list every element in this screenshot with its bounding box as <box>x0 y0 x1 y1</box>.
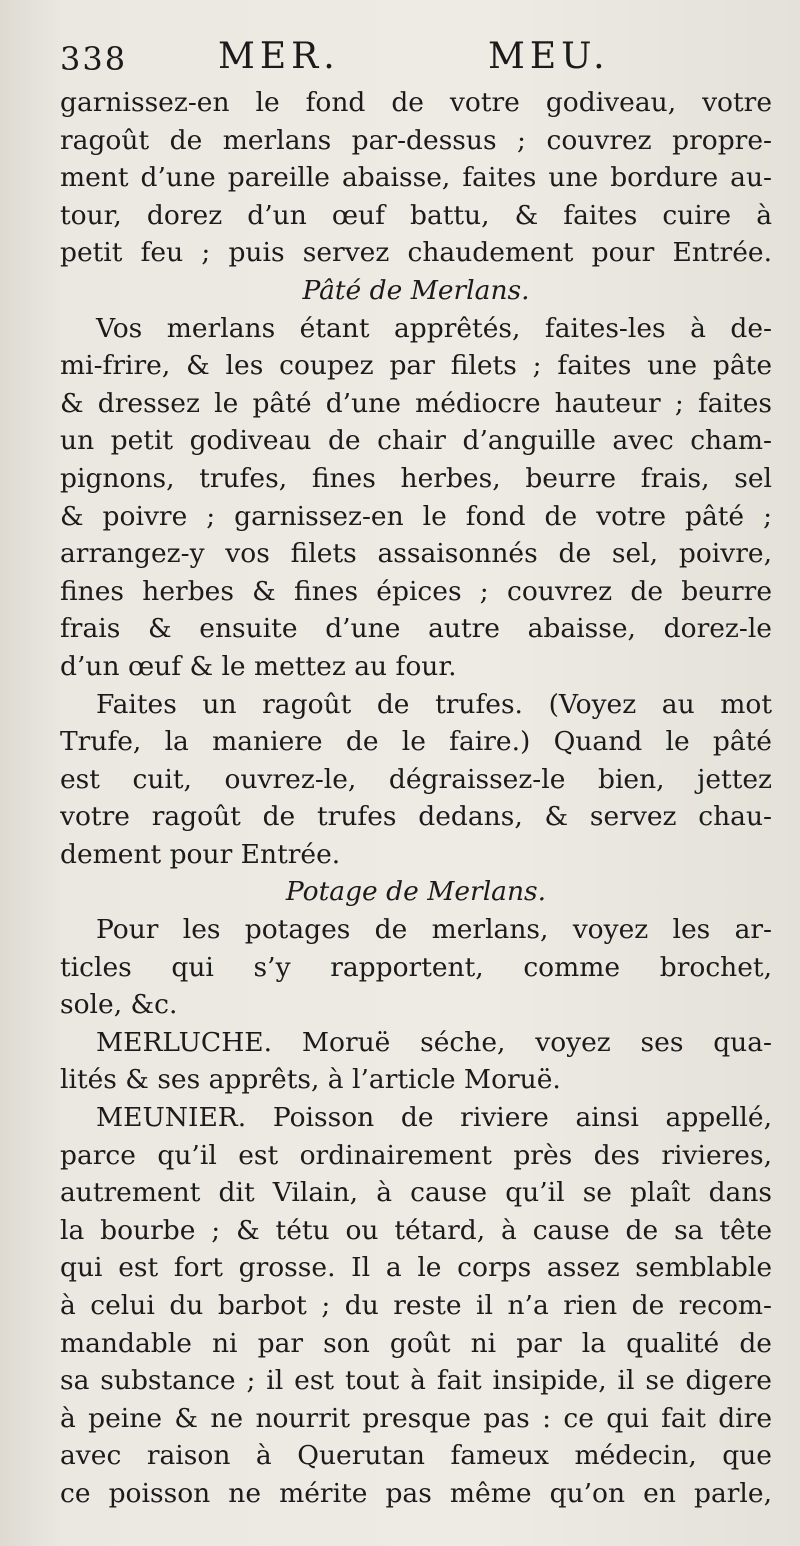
text-line-content: d’un œuf & le mettez au four. <box>60 650 457 682</box>
text-line <box>60 310 772 348</box>
text-line <box>60 535 772 573</box>
text-line <box>60 686 772 724</box>
text-line-content: à peine & ne nourrit presque pas : ce qui fait dire <box>60 1402 772 1434</box>
text-line-content: Faites un ragoût de trufes. (Voyez au mot <box>96 688 772 720</box>
text-line-content: lités & ses apprêts, à l’article Moruë. <box>60 1064 561 1096</box>
text-line <box>60 1325 772 1363</box>
text-line-content: sole, &c. <box>60 989 178 1021</box>
text-line <box>60 723 772 761</box>
text-line <box>60 1212 772 1250</box>
text-line-content: Trufe, la maniere de le faire.) Quand le pâté <box>60 726 772 758</box>
text-line-content: MERLUCHE. Moruë séche, voyez ses qua- <box>96 1026 772 1058</box>
page-number: 338 <box>60 40 128 78</box>
text-line <box>60 1174 772 1212</box>
text-line-content: tour, dorez d’un œuf battu, & faites cuire à <box>60 199 772 231</box>
text-line-content: un petit godiveau de chair d’anguille avec cham- <box>60 425 772 457</box>
text-line <box>60 761 772 799</box>
text-line <box>60 422 772 460</box>
text-line <box>60 1137 772 1175</box>
text-line <box>60 1437 772 1475</box>
text-line <box>60 1475 772 1513</box>
text-line <box>60 573 772 611</box>
text-line <box>60 798 772 836</box>
text-line-content: qui est fort grosse. Il a le corps assez semblable <box>60 1252 772 1284</box>
text-line <box>60 197 772 235</box>
text-line-content: arrangez-y vos filets assaisonnés de sel, poivre, <box>60 538 772 570</box>
text-line-content: mandable ni par son goût ni par la qualité de <box>60 1327 772 1359</box>
text-line <box>60 1061 772 1099</box>
text-line <box>60 122 772 160</box>
section-heading <box>60 272 772 310</box>
text-line-content: & dressez le pâté d’une médiocre hauteur ; faites <box>60 387 772 419</box>
text-line <box>60 234 772 272</box>
text-line-content: garnissez-en le fond de votre godiveau, votre <box>60 87 772 118</box>
text-line <box>60 1024 772 1062</box>
text-line <box>60 1362 772 1400</box>
text-line <box>60 347 772 385</box>
text-line-content: Pâté de Merlans. <box>302 274 530 306</box>
text-line-content: Pour les potages de merlans, voyez les ar- <box>96 914 772 946</box>
text-line <box>60 385 772 423</box>
text-line-content: & poivre ; garnissez-en le fond de votre pâté ; <box>60 500 772 532</box>
text-line-content: la bourbe ; & tétu ou tétard, à cause de sa tête <box>60 1214 772 1246</box>
text-line-content: parce qu’il est ordinairement près des rivieres, <box>60 1139 772 1171</box>
text-line-content: Potage de Merlans. <box>285 876 547 908</box>
text-line <box>60 460 772 498</box>
text-line <box>60 498 772 536</box>
text-line <box>60 1287 772 1325</box>
text-line-content: fines herbes & fines épices ; couvrez de beurre <box>60 575 772 607</box>
text-line <box>60 1249 772 1287</box>
text-line-content: votre ragoût de trufes dedans, & servez chau- <box>60 801 772 833</box>
text-line-content: sa substance ; il est tout à fait insipide, il se digere <box>60 1365 772 1397</box>
text-line <box>60 1400 772 1438</box>
text-line <box>60 610 772 648</box>
text-line-content: avec raison à Querutan fameux médecin, que <box>60 1440 772 1472</box>
text-line-content: autrement dit Vilain, à cause qu’il se plaît dans <box>60 1177 772 1209</box>
text-line-content: MEUNIER. Poisson de riviere ainsi appellé, <box>96 1102 772 1134</box>
text-line <box>60 836 772 874</box>
text-line-content: est cuit, ouvrez-le, dégraissez-le bien, jettez <box>60 763 772 795</box>
text-line-content: ce poisson ne mérite pas même qu’on en parle, <box>60 1477 772 1509</box>
text-line-content: à celui du barbot ; du reste il n’a rien de recom- <box>60 1290 772 1321</box>
text-line-content: mi-frire, & les coupez par filets ; faites une pâte <box>60 350 772 382</box>
running-header <box>60 34 760 80</box>
text-line <box>60 648 772 686</box>
section-heading <box>60 873 772 911</box>
text-line-content: Vos merlans étant apprêtés, faites-les à de- <box>96 312 772 344</box>
body-text <box>60 84 772 1513</box>
text-line <box>60 911 772 949</box>
text-line <box>60 949 772 987</box>
text-line <box>60 159 772 197</box>
text-line-content: ragoût de merlans par-dessus ; couvrez propre- <box>60 124 772 156</box>
text-line <box>60 84 772 122</box>
text-line-content: dement pour Entrée. <box>60 838 341 870</box>
header-right-word: MEU. <box>488 36 610 77</box>
text-line-content: frais & ensuite d’une autre abaisse, dorez-le <box>60 613 772 645</box>
text-line-content: ment d’une pareille abaisse, faites une bordure au- <box>60 162 772 194</box>
header-left-word: MER. <box>218 36 340 77</box>
text-line <box>60 986 772 1024</box>
text-line-content: pignons, trufes, fines herbes, beurre frais, sel <box>60 462 772 494</box>
text-line <box>60 1099 772 1137</box>
text-line-content: ticles qui s’y rapportent, comme brochet, <box>60 951 772 983</box>
text-line-content: petit feu ; puis servez chaudement pour Entrée. <box>60 237 772 269</box>
